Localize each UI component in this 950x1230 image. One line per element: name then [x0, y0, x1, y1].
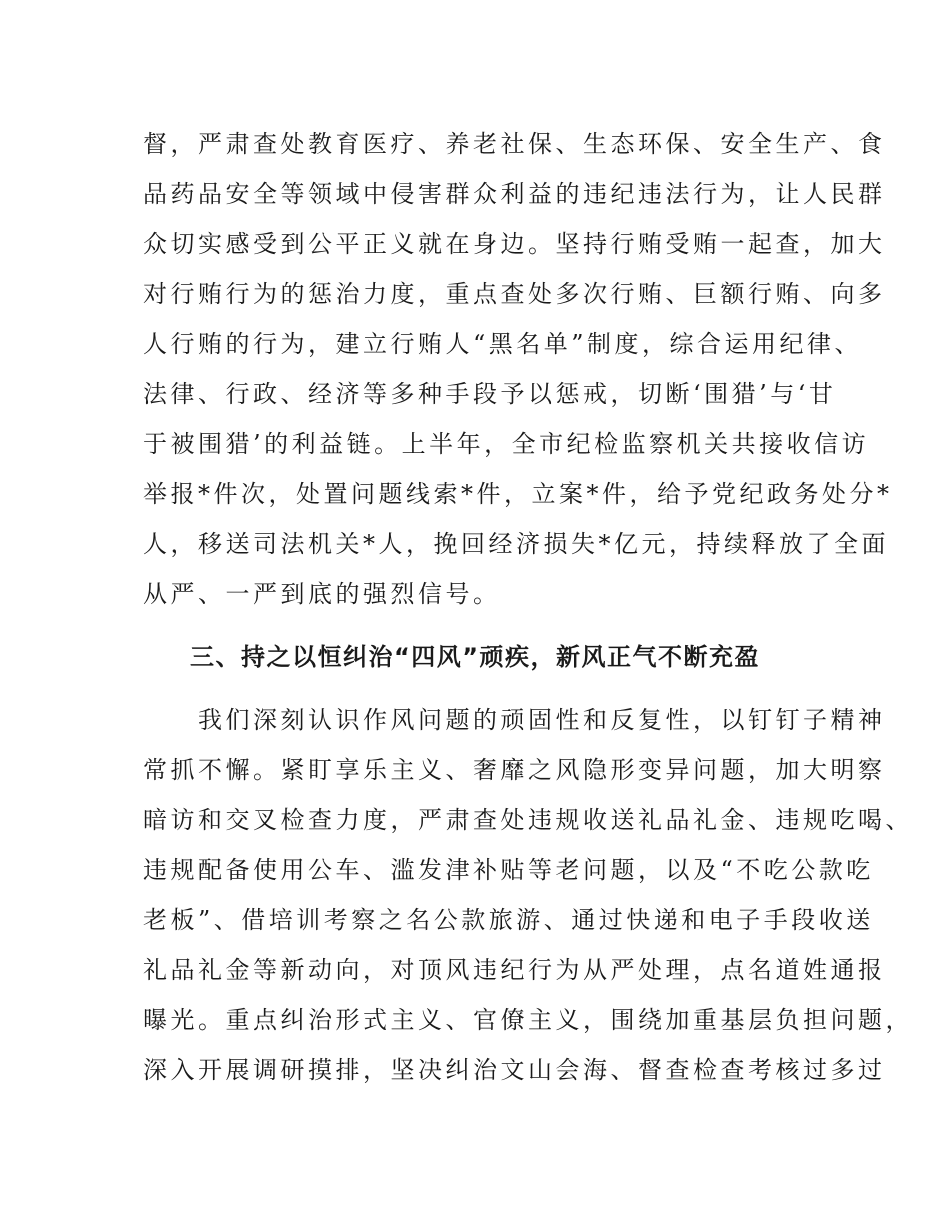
paragraph1-line-8: 举报*件次，处置问题线索*件，立案*件，给予党纪政务处分* [143, 480, 893, 508]
paragraph1-line-10: 从严、一严到底的强烈信号。 [143, 580, 501, 608]
paragraph1-line-5: 人行贿的行为，建立行贿人“黑名单”制度，综合运用纪律、 [143, 330, 863, 358]
paragraph1-line-4: 对行贿行为的惩治力度，重点查处多次行贿、巨额行贿、向多 [143, 280, 886, 308]
paragraph1-line-9: 人，移送司法机关*人，挽回经济损失*亿元，持续释放了全面 [143, 530, 889, 558]
paragraph1-line-3: 众切实感受到公平正义就在身边。坚持行贿受贿一起查，加大 [143, 230, 886, 258]
section3-line-5: 老板”、借培训考察之名公款旅游、通过快递和电子手段收送 [143, 906, 874, 934]
section3-line-8: 深入开展调研摸排，坚决纠治文山会海、督查检查考核过多过 [143, 1056, 886, 1084]
section3-line-1: 我们深刻认识作风问题的顽固性和反复性，以钉钉子精神 [143, 706, 886, 734]
section3-line-7: 曝光。重点纠治形式主义、官僚主义，围绕加重基层负担问题， [143, 1006, 913, 1034]
section3-line-3: 暗访和交叉检查力度，严肃查处违规收送礼品礼金、违规吃喝、 [143, 806, 913, 834]
paragraph1-line-6: 法律、行政、经济等多种手段予以惩戒，切断‘围猎’与‘甘 [143, 380, 837, 408]
paragraph1-line-1: 督，严肃查处教育医疗、养老社保、生态环保、安全生产、食 [143, 130, 886, 158]
paragraph1-line-7: 于被围猎’的利益链。上半年，全市纪检监察机关共接收信访 [143, 430, 870, 458]
section3-line-6: 礼品礼金等新动向，对顶风违纪行为从严处理，点名道姓通报 [143, 956, 886, 984]
section3-heading: 三、持之以恒纠治“四风”顽疾，新风正气不断充盈 [190, 643, 761, 671]
section3-line-4: 违规配备使用公车、滥发津补贴等老问题，以及“不吃公款吃 [143, 856, 874, 884]
paragraph1-line-2: 品药品安全等领域中侵害群众利益的违纪违法行为，让人民群 [143, 180, 886, 208]
section3-line-2: 常抓不懈。紧盯享乐主义、奢靡之风隐形变异问题，加大明察 [143, 756, 886, 784]
